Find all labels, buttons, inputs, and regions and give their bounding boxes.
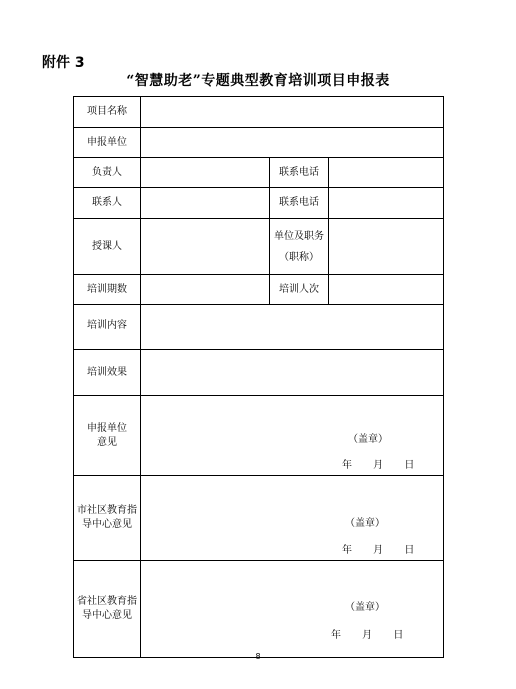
applicant-opinion-label: 申报单位 意见 <box>74 396 141 476</box>
application-form-table <box>73 96 444 658</box>
province-date-text: 年 月 日 <box>331 630 404 641</box>
page-number: 8 <box>255 652 261 661</box>
unit-position-field[interactable] <box>329 219 444 275</box>
contact-phone-label: 联系电话 <box>270 188 329 219</box>
city-seal-text: （盖章） <box>345 518 385 529</box>
training-period-label: 培训期数 <box>74 275 141 305</box>
lecturer-label: 授课人 <box>74 219 141 275</box>
province-opinion-field[interactable] <box>141 561 444 658</box>
city-date-text: 年 月 日 <box>342 545 415 556</box>
person-in-charge-label: 负责人 <box>74 158 141 188</box>
row-applicant-unit <box>74 128 444 158</box>
lecturer-field[interactable] <box>141 219 270 275</box>
province-opinion-label: 省社区教育指 导中心意见 <box>74 561 141 658</box>
person-in-charge-phone-field[interactable] <box>329 158 444 188</box>
training-effect-field[interactable] <box>141 350 444 396</box>
training-period-field[interactable] <box>141 275 270 305</box>
city-signature-area <box>141 476 443 560</box>
row-applicant-opinion <box>74 396 444 476</box>
project-name-field[interactable] <box>141 97 444 128</box>
row-training-period <box>74 275 444 305</box>
person-in-charge-field[interactable] <box>141 158 270 188</box>
project-name-label: 项目名称 <box>74 97 141 128</box>
training-attendance-label: 培训人次 <box>270 275 329 305</box>
applicant-unit-field[interactable] <box>141 128 444 158</box>
row-province-opinion <box>74 561 444 658</box>
form-title: “智慧助老”专题典型教育培训项目申报表 <box>126 73 390 89</box>
contact-phone-field[interactable] <box>329 188 444 219</box>
city-opinion-label: 市社区教育指 导中心意见 <box>74 476 141 561</box>
row-project-name <box>74 97 444 128</box>
applicant-unit-label: 申报单位 <box>74 128 141 158</box>
contact-person-label: 联系人 <box>74 188 141 219</box>
training-content-label: 培训内容 <box>74 305 141 350</box>
applicant-seal-text: （盖章） <box>348 434 388 445</box>
applicant-opinion-field[interactable] <box>141 396 444 476</box>
training-effect-label: 培训效果 <box>74 350 141 396</box>
contact-person-field[interactable] <box>141 188 270 219</box>
province-seal-text: （盖章） <box>345 602 385 613</box>
row-contact-person <box>74 188 444 219</box>
row-person-in-charge <box>74 158 444 188</box>
row-training-effect <box>74 350 444 396</box>
applicant-signature-area <box>141 396 443 475</box>
phone-label: 联系电话 <box>270 158 329 188</box>
applicant-date-text: 年 月 日 <box>342 460 415 471</box>
row-lecturer <box>74 219 444 275</box>
training-content-field[interactable] <box>141 305 444 350</box>
row-city-opinion <box>74 476 444 561</box>
province-signature-area <box>141 561 443 657</box>
city-opinion-field[interactable] <box>141 476 444 561</box>
training-attendance-field[interactable] <box>329 275 444 305</box>
unit-position-label: 单位及职务 （职称） <box>270 219 329 275</box>
attachment-label: 附件 3 <box>42 55 85 71</box>
row-training-content <box>74 305 444 350</box>
